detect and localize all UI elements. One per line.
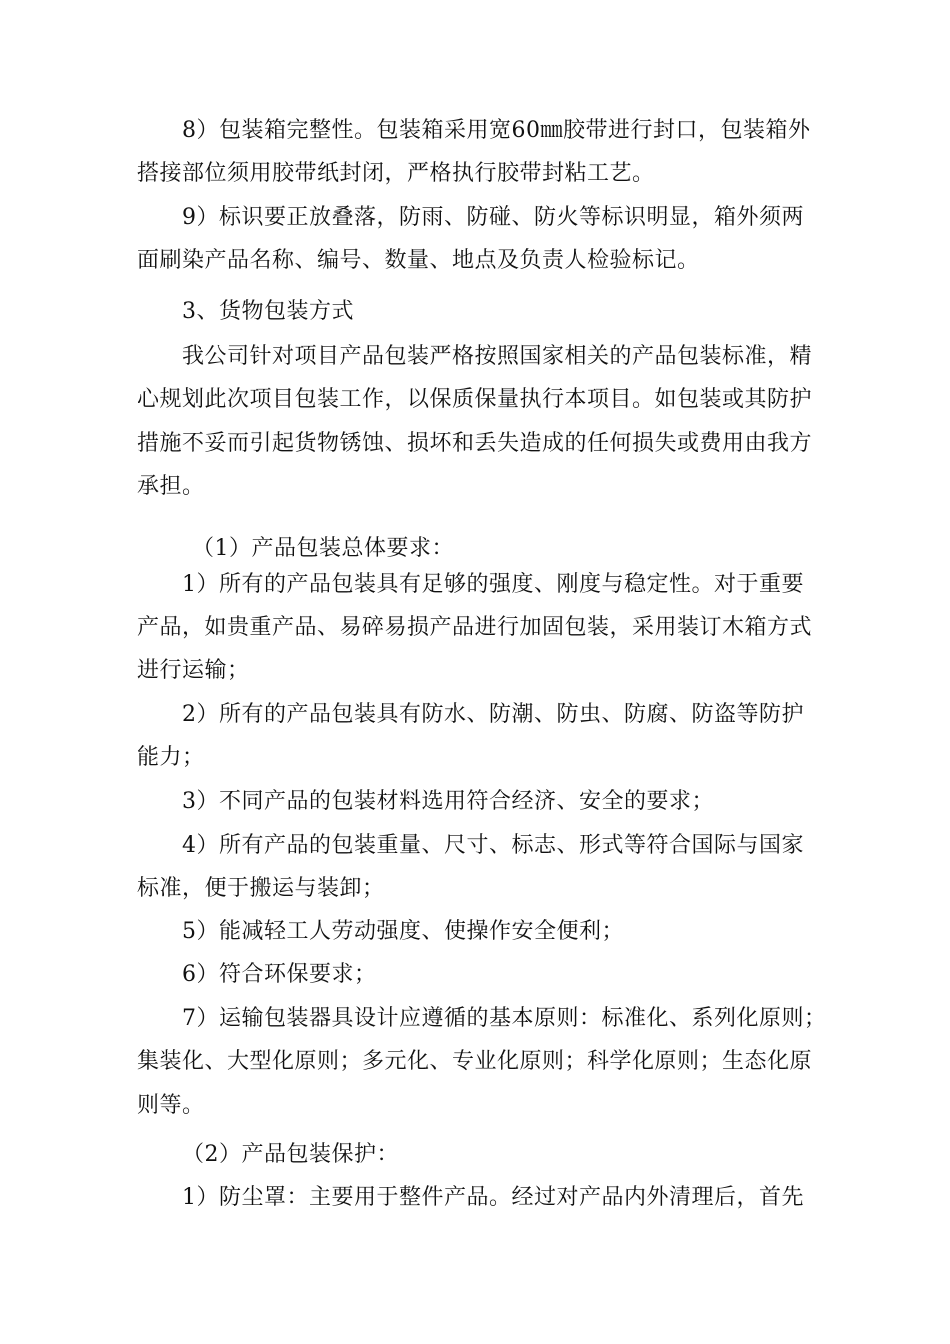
list-item-line: 产品，如贵重产品、易碎易损产品进行加固包装，采用装订木箱方式 — [137, 615, 813, 640]
paragraph-line: 8）包装箱完整性。包装箱采用宽60㎜胶带进行封口，包装箱外 — [182, 118, 811, 143]
list-item-line: 集装化、大型化原则；多元化、专业化原则；科学化原则；生态化原 — [137, 1049, 813, 1074]
paragraph-line: 我公司针对项目产品包装严格按照国家相关的产品包装标准，精 — [182, 344, 813, 369]
subsection-heading: （1）产品包装总体要求： — [192, 536, 454, 561]
list-item-line: 1）所有的产品包装具有足够的强度、刚度与稳定性。对于重要 — [182, 572, 804, 597]
list-item-line: 1）防尘罩：主要用于整件产品。经过对产品内外清理后，首先 — [182, 1185, 804, 1210]
list-item-line: 7）运输包装器具设计应遵循的基本原则：标准化、系列化原则； — [182, 1006, 827, 1031]
list-item-line: 标准，便于搬运与装卸； — [137, 876, 385, 901]
subsection-heading: （2）产品包装保护： — [182, 1142, 399, 1167]
list-item-line: 2）所有的产品包装具有防水、防潮、防虫、防腐、防盗等防护 — [182, 702, 804, 727]
list-item-line: 4）所有产品的包装重量、尺寸、标志、形式等符合国际与国家 — [182, 833, 804, 858]
list-item-line: 进行运输； — [137, 658, 250, 683]
list-item-line: 则等。 — [137, 1093, 205, 1118]
paragraph-line: 措施不妥而引起货物锈蚀、损坏和丢失造成的任何损失或费用由我方 — [137, 431, 813, 456]
list-item-line: 能力； — [137, 745, 205, 770]
list-item-line: 6）符合环保要求； — [182, 962, 377, 987]
paragraph-line: 心规划此次项目包装工作，以保质保量执行本项目。如包装或其防护 — [137, 387, 813, 412]
paragraph-line: 9）标识要正放叠落，防雨、防碰、防火等标识明显，箱外须两 — [182, 205, 804, 230]
paragraph-line: 承担。 — [137, 474, 205, 499]
section-heading: 3、货物包装方式 — [182, 299, 354, 324]
paragraph-line: 搭接部位须用胶带纸封闭，严格执行胶带封粘工艺。 — [137, 161, 655, 186]
paragraph-line: 面刷染产品名称、编号、数量、地点及负责人检验标记。 — [137, 248, 700, 273]
list-item-line: 3）不同产品的包装材料选用符合经济、安全的要求； — [182, 789, 714, 814]
list-item-line: 5）能减轻工人劳动强度、使操作安全便利； — [182, 919, 624, 944]
